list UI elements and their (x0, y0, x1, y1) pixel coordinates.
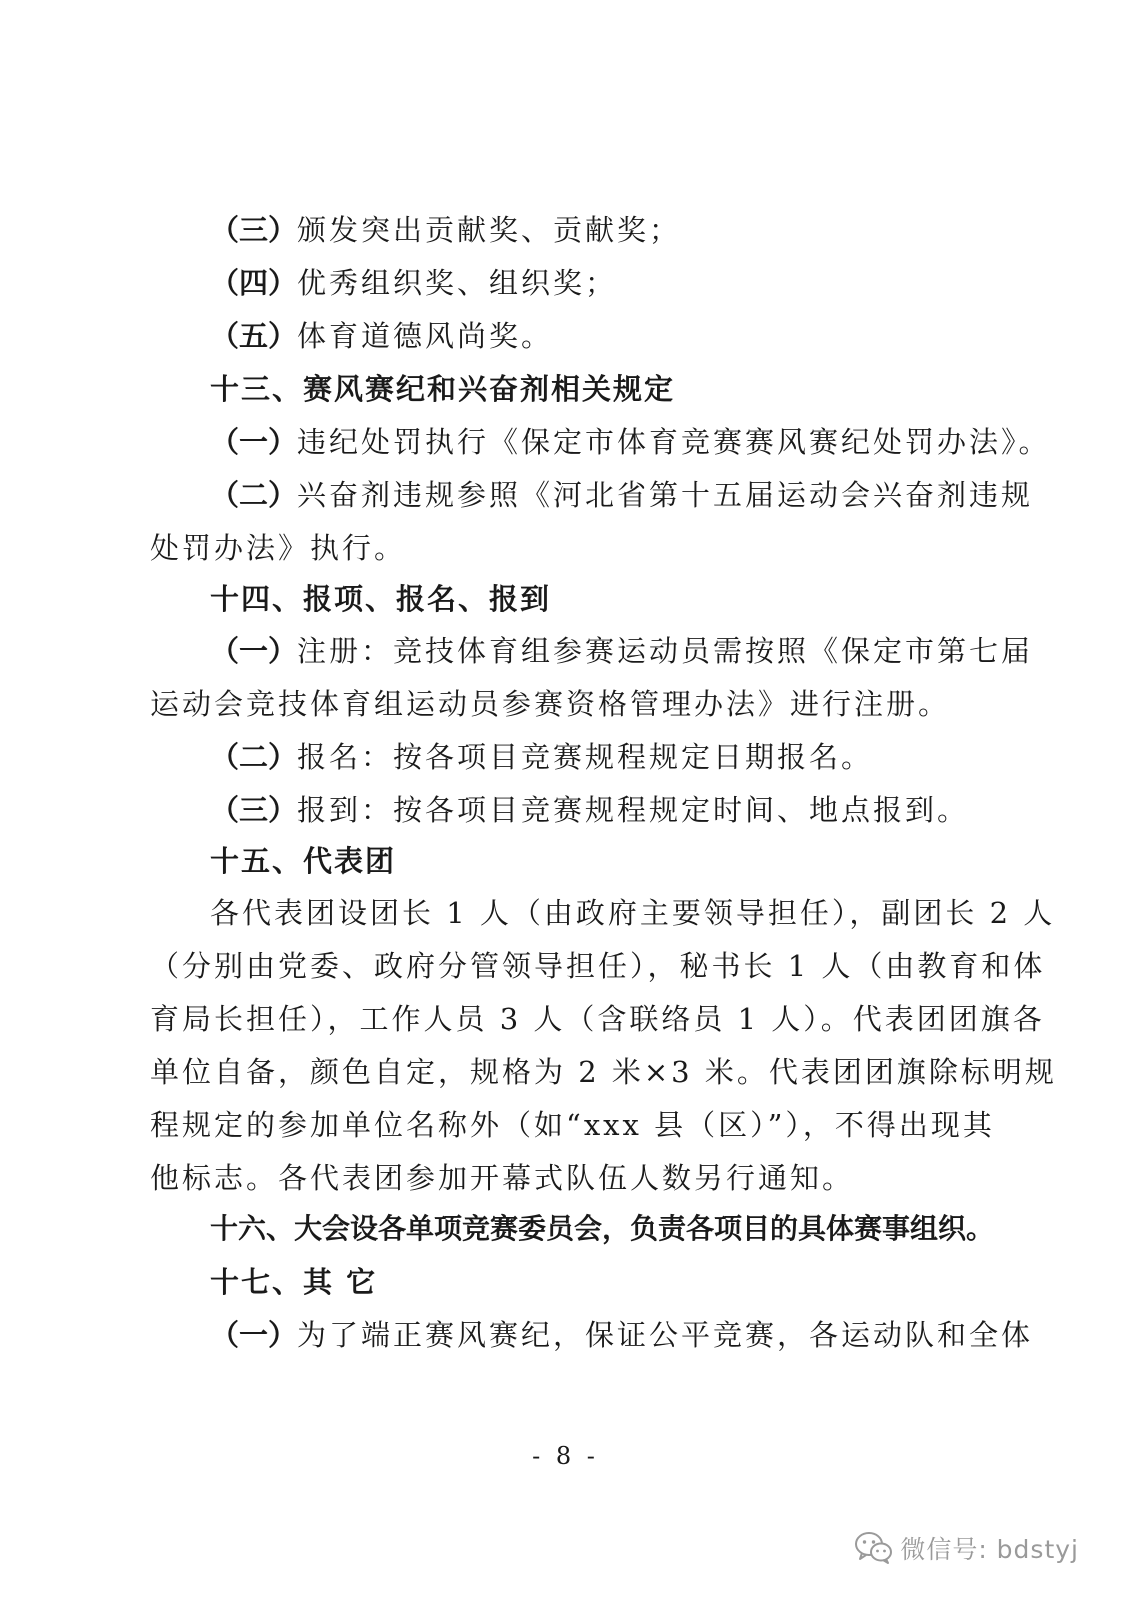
item-label: （一） (210, 634, 298, 668)
watermark-text: 微信号: bdstyj (900, 1535, 1079, 1564)
delegation-paragraph-line: 他标志。各代表团参加开幕式队伍人数另行通知。 (150, 1161, 855, 1195)
item-label: （五） (210, 319, 298, 353)
award-item-3 (210, 212, 681, 248)
other-item-1 (210, 1317, 1033, 1353)
doping-item-2 (210, 477, 1033, 513)
section-13-heading: 十三、赛风赛纪和兴奋剂相关规定 (210, 372, 676, 406)
item-text: 报名：按各项目竞赛规程规定日期报名。 (297, 740, 874, 774)
registration-item-1-continued: 运动会竞技体育组运动员参赛资格管理办法》进行注册。 (150, 687, 951, 721)
section-17-heading: 十七、其 它 (210, 1265, 378, 1299)
delegation-paragraph-line: 程规定的参加单位名称外（如“xxx 县（区）”），不得出现其 (150, 1108, 995, 1142)
item-label: （二） (210, 478, 298, 512)
award-item-4 (210, 265, 617, 301)
registration-item-3 (210, 792, 969, 828)
section-16-heading: 十六、大会设各单项竞赛委员会，负责各项目的具体赛事组织。 (210, 1212, 995, 1245)
item-text: 体育道德风尚奖。 (297, 319, 554, 353)
registration-item-1 (210, 633, 1033, 669)
delegation-paragraph-line: 单位自备，颜色自定，规格为 2 米×3 米。代表团团旗除标明规 (150, 1055, 1057, 1089)
doping-item-2-continued: 处罚办法》执行。 (150, 531, 407, 565)
item-label: （三） (210, 213, 298, 247)
delegation-paragraph-line: （分别由党委、政府分管领导担任），秘书长 1 人（由教育和体 (150, 949, 1046, 983)
item-label: （二） (210, 740, 298, 774)
item-label: （四） (210, 266, 298, 300)
delegation-paragraph-line: 各代表团设团长 1 人（由政府主要领导担任），副团长 2 人 (210, 896, 1056, 930)
item-text: 报到：按各项目竞赛规程规定时间、地点报到。 (297, 793, 970, 827)
item-text: 违纪处罚执行《保定市体育竞赛赛风赛纪处罚办法》。 (297, 425, 1051, 459)
section-15-heading: 十五、代表团 (210, 844, 397, 878)
page-number: - 8 - (532, 1442, 599, 1470)
wechat-watermark (854, 1528, 1079, 1568)
item-text: 优秀组织奖、组织奖； (297, 266, 618, 300)
item-text: 为了端正赛风赛纪，保证公平竞赛，各运动队和全体 (297, 1318, 1034, 1352)
section-14-heading: 十四、报项、报名、报到 (210, 582, 552, 616)
item-label: （一） (210, 425, 298, 459)
item-label: （三） (210, 793, 298, 827)
wechat-icon (854, 1531, 894, 1565)
item-text: 注册：竞技体育组参赛运动员需按照《保定市第七届 (297, 634, 1034, 668)
discipline-item-1 (210, 424, 1051, 460)
item-text: 兴奋剂违规参照《河北省第十五届运动会兴奋剂违规 (297, 478, 1034, 512)
award-item-5 (210, 318, 553, 354)
registration-item-2 (210, 739, 873, 775)
item-text: 颁发突出贡献奖、贡献奖； (297, 213, 682, 247)
item-label: （一） (210, 1318, 298, 1352)
delegation-paragraph-line: 育局长担任），工作人员 3 人（含联络员 1 人）。代表团团旗各 (150, 1002, 1045, 1036)
